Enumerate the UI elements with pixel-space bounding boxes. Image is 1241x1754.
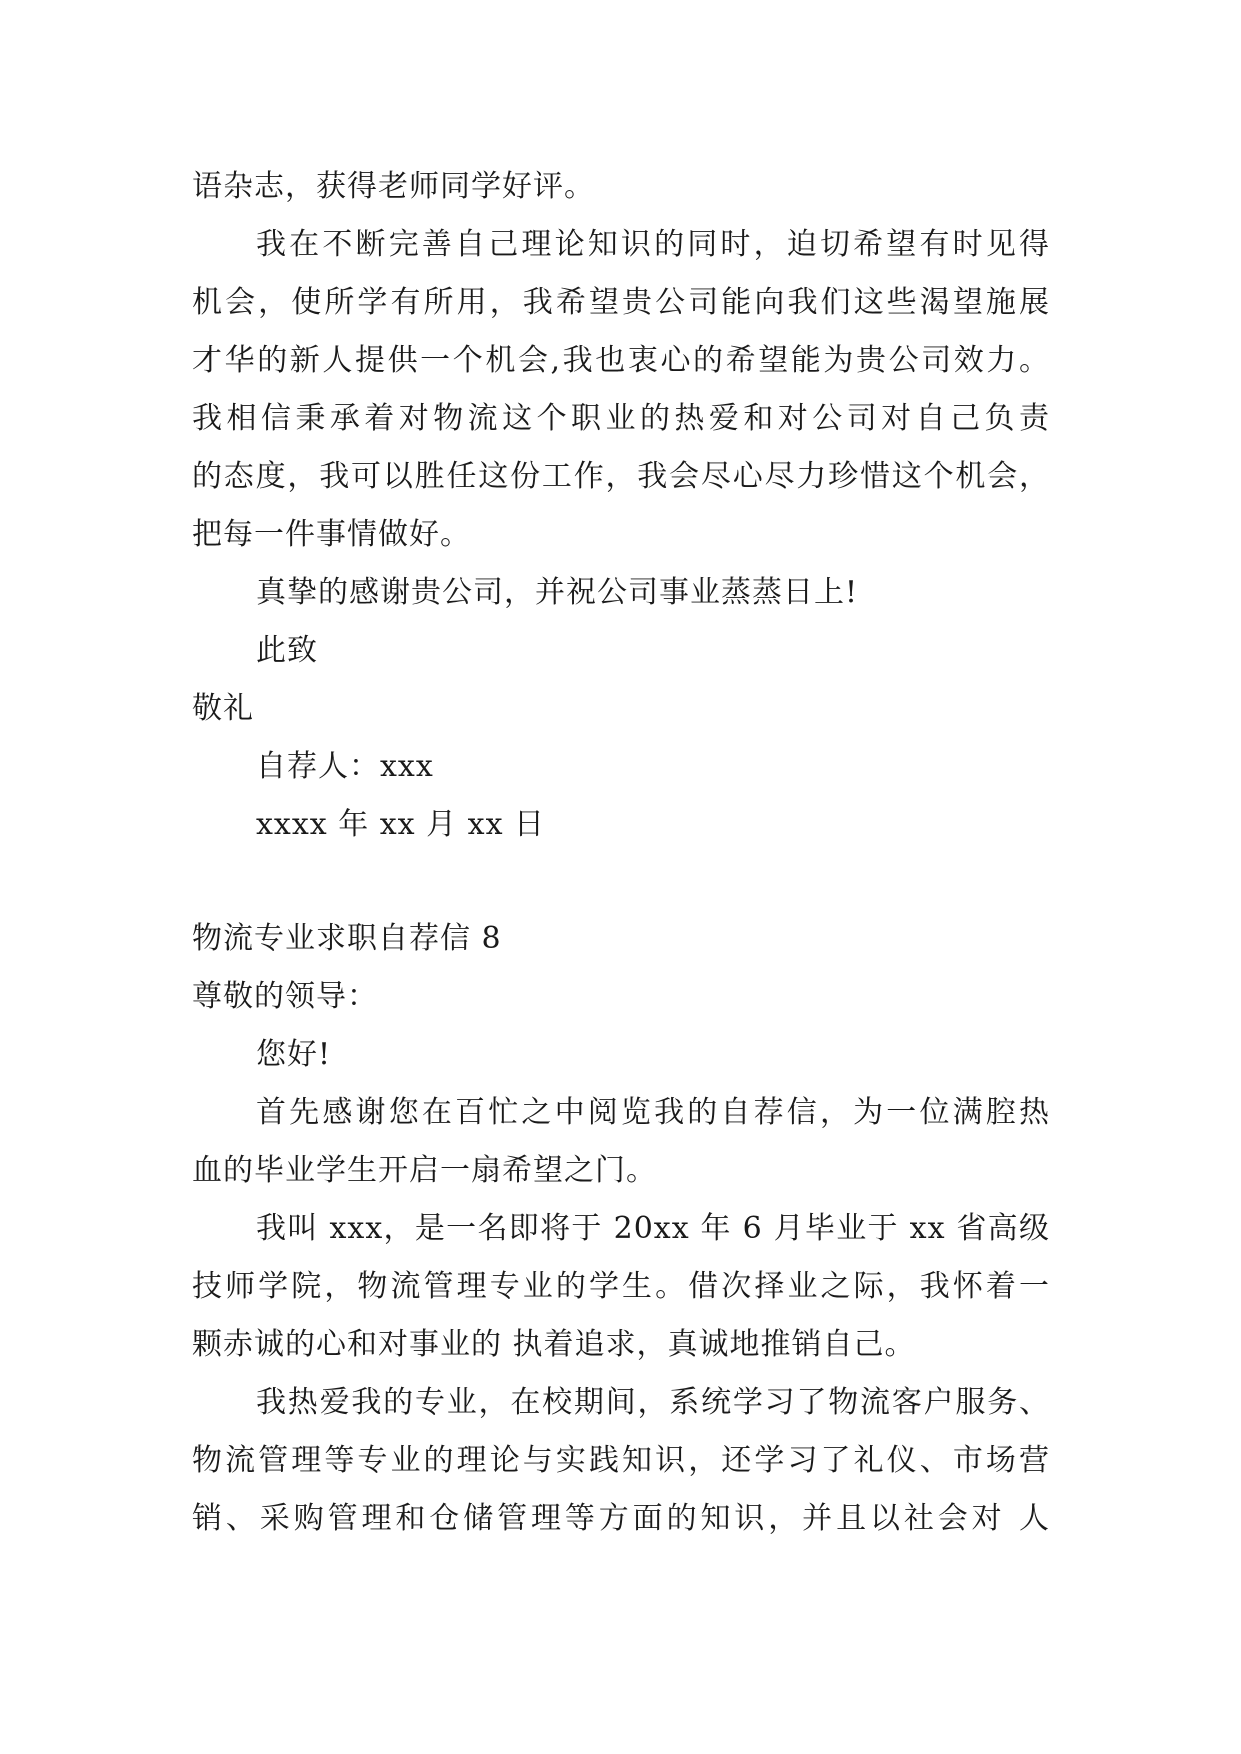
closing-wish: 真挚的感谢贵公司，并祝公司事业蒸蒸日上! bbox=[256, 575, 859, 610]
paragraph-line: 我热爱我的专业，在校期间，系统学习了物流客户服务、 bbox=[256, 1385, 1050, 1420]
paragraph-line: 的态度，我可以胜任这份工作，我会尽心尽力珍惜这个机会， bbox=[192, 459, 1050, 494]
letter-title: 物流专业求职自荐信 8 bbox=[192, 921, 502, 956]
paragraph-line: 技师学院，物流管理专业的学生。借次择业之际，我怀着一 bbox=[192, 1269, 1050, 1304]
paragraph-line: 才华的新人提供一个机会,我也衷心的希望能为贵公司效力。 bbox=[192, 343, 1050, 378]
paragraph-line: 颗赤诚的心和对事业的 执着追求，真诚地推销自己。 bbox=[192, 1327, 916, 1362]
paragraph-line: 我相信秉承着对物流这个职业的热爱和对公司对自己负责 bbox=[192, 401, 1050, 436]
paragraph-line: 物流管理等专业的理论与实践知识，还学习了礼仪、市场营 bbox=[192, 1443, 1050, 1478]
paragraph-line: 我叫 xxx，是一名即将于 20xx 年 6 月毕业于 xx 省高级 bbox=[256, 1211, 1050, 1246]
signature-date: xxxx 年 xx 月 xx 日 bbox=[256, 807, 546, 842]
signature-name: 自荐人：xxx bbox=[256, 749, 434, 784]
closing-regards: 敬礼 bbox=[192, 691, 254, 726]
paragraph-line: 销、采购管理和仓储管理等方面的知识，并且以社会对 人 bbox=[192, 1501, 1050, 1536]
paragraph-line: 首先感谢您在百忙之中阅览我的自荐信，为一位满腔热 bbox=[256, 1095, 1050, 1130]
paragraph-line: 我在不断完善自己理论知识的同时，迫切希望有时见得 bbox=[256, 227, 1050, 262]
letter-hello: 您好! bbox=[256, 1037, 332, 1072]
closing-salutation: 此致 bbox=[256, 633, 318, 668]
paragraph-line: 血的毕业学生开启一扇希望之门。 bbox=[192, 1153, 657, 1188]
paragraph-line: 把每一件事情做好。 bbox=[192, 517, 471, 552]
paragraph-line: 语杂志，获得老师同学好评。 bbox=[192, 169, 595, 204]
letter-greeting: 尊敬的领导： bbox=[192, 979, 378, 1014]
paragraph-line: 机会，使所学有所用，我希望贵公司能向我们这些渴望施展 bbox=[192, 285, 1050, 320]
